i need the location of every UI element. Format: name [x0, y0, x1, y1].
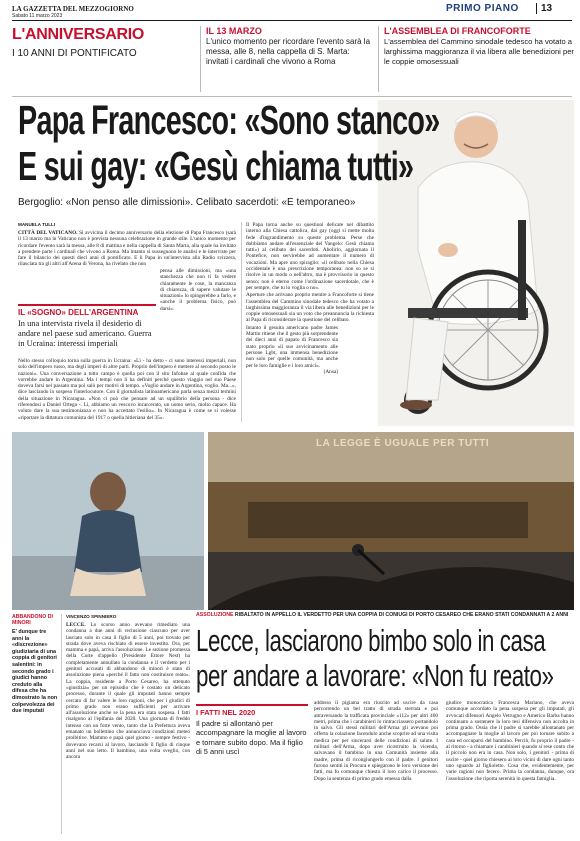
main-col-1 — [18, 230, 236, 268]
second-col-3-text: addosso il pigiama era riuscito ad uscire da casa percorrendo un bel tratto di strada sterrata e poi attraversando la trafficata provinciale «112» per altri 400 metri, prima che i carabinieri lo rintracciassero portandolo in salvo. Gli stessi militari dell'Arma gli avevano poi offerto la colazione facendolo anche scoprire ad una visita medica per per sincerarsi delle condizioni di salute. I militari dell'Arma, dopo aver ricostruito la vicenda, salvavano il bambino in una Comunità insieme alla madre, prima di ricongiungerlo con il padre. I genitori furono sentiti in Procura e spiegarono le loro versione dei fatti, ma fu comunque chiesto il loro carico il processo. Dopo la sentenza di primo grado emessa dalla — [314, 700, 438, 782]
kicker-13-marzo-title: IL 13 MARZO — [206, 26, 262, 36]
main-headline-2 — [18, 144, 580, 188]
argentina-box — [18, 304, 156, 349]
main-byline: MANUELA TULLI — [18, 222, 56, 227]
argentina-box-bar — [18, 304, 156, 306]
second-col-1-text: Lo scorso anno avevano rimediato una condanna a due anni di reclusione ciascuno per aver lasciato solo in casa il figlio di 5 anni, poi trovato per strada dove aveva rischiato di essere investito. Ora, per mamma e papà, arriva l'assoluzione. Le sezione promessa della Corte d'appello (Presidente Ettore Nest) ha completamente annullato la condanna e il verdetto per i genitori accusati di abbandono di minori è stato di assoluzione piena «perché il fatto non costituisce reato». La coppia, residente a Porto Cesareo, ha ottenuto «giustizia» per un episodio che è costato un delicato processo, durante il quale gli imputati hanno sempre cercato di far valere le loro ragioni, che per i giudici di primo grado non erano sufficienti per arrivare all'assoluzione anche se la pena era stata sospesa. I fatti risalgono al l'epifania del 2020. Una giornata di freddo intenso con un forte vento, tanto che la Prefettura aveva emanato un bollettino che annunciava condizioni meteo proibitive. Mammo e papà quel giorno - sempre festivo - dovevano recarsi al lavoro, lasciando il figlio di cinque anni nel suo letto. Il bambino, una volta sveglio, con ancora — [66, 622, 190, 761]
main-headline-1-text: Papa Francesco: «Sono stanco» — [18, 97, 440, 143]
header-rule — [12, 20, 572, 21]
fatti-box-text: Il padre si allontanò per accompagnare la moglie al lavoro e tornare subito dopo. Ma il figlio di 5 anni uscì — [196, 719, 307, 757]
kicker-anniversario — [12, 26, 192, 59]
main-col-2-text: Il Papa torna anche su questioni delicate nel dibattito interno alla Chiesa cattolica, dai gay (oggi si mette molta fede d'ingrandimento su queste problema. Perse che dobbiamo andare all'essenziale del Vangelo: Gesù chiama tutti») al celibato dei sacerdoti. Abolirlo, aggiornata il Pontefice, non servirebbe ad aumentare il numero di vocazioni. Ma apre uno spiraglio: «il celibato nella Chiesa occidentale è una prescrizione temporanea: non so se si risolve in un modo o nell'altro, ma è provvisorio in questo senso; non è eterno come l'ordinazione sacerdotale, che è per sempre, che tu lo voglia o no». — [246, 222, 374, 291]
main-col-2-end: Intanto il gesuita americano padre James Martin ritiene che il gesto più sorprendente dei dieci anni di papato di Francesco sia stato proprio «il suo avvicinamento alle persone Lgbt, una immensa benedizione non solo per quelle comunità, ma anche per le loro famiglie e i loro amici». — [246, 324, 338, 369]
main-dateline: CITTÀ DEL VATICANO. — [18, 230, 78, 236]
main-col-1-side-text: pensa alle dimissioni, ma «una stanchezza che non ti fa vedere chiaramente le cose, la mancanza di chiarezza, di sapere valutare le situazioni» lo spingerebbe a farlo, e «anche il problema fisico, può darsi». — [160, 268, 236, 312]
kicker-anniversario-subtitle: I 10 ANNI DI PONTIFICATO — [12, 48, 137, 59]
main-col-divider — [241, 222, 242, 422]
side-kicker-title: ABBANDONO DI MINORI — [12, 614, 53, 626]
second-headline-1-text: Lecce, lasciarono bimbo solo in casa — [196, 623, 546, 658]
child-photo — [12, 432, 204, 610]
kicker-francoforte-title: L'ASSEMBLEA DI FRANCOFORTE — [384, 26, 531, 36]
main-col-2-more: Aperture che arrivano proprio mentre a Francoforte si tiene l'assemblea del Cammino sinodale tedesco che ha votato a larghissima maggioranza il via libera alle benedizioni per le coppie omosessuali sia un voto che preannuncia la richiesta al Papa di riconsiderare la questione del celibato. — [246, 292, 374, 324]
main-col-1-side — [160, 268, 236, 312]
kicker-13-marzo-text: L'unico momento per ricordare l'evento sarà la messa, alle 8, nella cappella di S. Marta: invitati i cardinali che vivono a Roma — [206, 37, 371, 66]
fatti-box — [196, 704, 308, 757]
second-kicker-label: ASSOLUZIONE — [196, 612, 234, 618]
courtroom-banner-text: LA LEGGE È UGUALE PER TUTTI — [316, 438, 490, 449]
child-photo-illustration — [12, 432, 204, 610]
section-label: PRIMO PIANO — [446, 3, 519, 14]
second-headline-2 — [196, 659, 580, 692]
second-dateline: LECCE. — [66, 622, 86, 628]
second-kicker-text: RIBALTATO IN APPELLO IL VERDETTO PER UNA COPPIA DI CONIUGI DI PORTO CESAREO CHE ERANO STATI CONDANNATI A 2 ANNI — [234, 612, 569, 618]
courtroom-photo — [208, 432, 574, 610]
issue-date: Sabato 11 marzo 2023 — [12, 13, 63, 19]
second-headline-1 — [196, 624, 580, 657]
main-col-1-text: Si avvicina il decimo anniversario della elezione di Papa Francesco (sarà il 13 marzo ma in Vaticano non è prevista nessuna celebrazione in grande stile. L'unico momento per ricordare l'evento sarà la messa, alle 8 di mattina e nella cappella di Santa Marta, alla quale ha invitato a prendere parte i cardinali che vivono a Roma. Ma intanto si susseguono le analisi e le interviste per fare il bilancio dei questi dieci anni di pontificato. E il Papa in un'intervista alla Radio svizzera, rilasciata tra gli altri all'Arena di Verona, ha rivelato che non — [18, 230, 236, 268]
main-col-1-more-text: Nello stesso colloquio torna sulla guerra in Ucraina: «Lì - ha detto - ci sono interessi imperiali, non solo dell'impero russo, ma degli imperi di altre parti. Proprio dell'impero è mettere al secondo posto le nazioni». Una conversazione a tutto campo è quella poi con il sito Infobae al quale confida che vorrebbe andare in Argentina. Ma i tempi non li ha definiti perché questo viaggio nel suo Paese doveva farsi nel passato ma poi salò per motivi di tempo. «Voglio andare in Argentina, voglio. Ma...», dice lasciando in sospeso l'interlocutore. Con il giornalista latinoamericano parla senza mezzi termini della situazione in Nicaragua. «Non ci può che pensare ad un squilibrio della persona - dice riferendosi a Daniel Ortega -. Lì, abbiamo un vescovo incarcerato, un uomo serio, molto capace. Ha voluto dare la sua testimonianza e non ha accettato l'esilio». In Nicaragua è come se si volesse «riportare la dittatura comunista del 1917 o quella hitleriana del 35». — [18, 358, 236, 421]
main-headline-2-text: E sui gay: «Gesù chiama tutti» — [18, 143, 414, 189]
main-col-1-more — [18, 358, 236, 421]
kicker-divider-2 — [378, 26, 379, 92]
fatti-box-title: I FATTI NEL 2020 — [196, 708, 256, 717]
main-col-2 — [246, 222, 374, 375]
second-byline: VINCENZO SPINNIERO — [66, 614, 117, 619]
argentina-box-text: In una intervista rivela il desiderio di andare nel paese sud americano. Guerra in Ucraina: interessi imperiali — [18, 319, 152, 348]
side-kicker — [12, 614, 58, 715]
masthead: LA GAZZETTA DEL MEZZOGIORNO — [12, 5, 134, 13]
kicker-divider-1 — [200, 26, 201, 92]
side-divider — [61, 614, 62, 834]
second-col-4 — [446, 700, 574, 782]
kicker-francoforte — [384, 26, 574, 67]
courtroom-photo-illustration — [208, 432, 574, 610]
kicker-13-marzo — [206, 26, 374, 67]
main-headline-1 — [18, 98, 580, 142]
main-subheadline: Bergoglio: «Non penso alle dimissioni». Celibato sacerdoti: «È temporaneo» — [18, 197, 356, 208]
second-col-4-text: giudice monocratica Francesca Mariano, che aveva comunque accordato la pena sospesa per gli imputati, gli avvocati difensori Angelo Vetrugno e Americo Barba hanno continuato a sostenere la loro tesi difensiva non accolta in prima grado. Ossia che il padre si sarebbe allontanato per accompagnare la moglie al lavoro per poi tornare subito a casa ed occuparsi del bambino. Perciò, fu proprio il padre - al ritorno - a chiamare i carabinieri quando si rese conto che il piccolo non era in casa. Non solo, i genitori - prima di uscire - quel giorno chiesero ai loro vicini di dare ogni tanto uno sguardo al figlioletto. Cosa che, evidentemente, per varie ragioni non fecero. Prima la condanna, dunque, ora l'assoluzione che riporta serenità in questa famiglia. — [446, 700, 574, 782]
second-headline-2-text: per andare a lavorare: «Non fu reato» — [196, 658, 554, 693]
fatti-box-bar — [196, 704, 308, 706]
side-kicker-text: E' dunque tre anni la «discrezione» giudiziaria di una coppia di genitori salentini: in secondo grado i giudici hanno creduto alla difesa che ha dimostrato la non colpevolezza dei due imputati — [12, 629, 58, 715]
page-number: 13 — [536, 3, 552, 14]
second-col-3 — [314, 700, 438, 782]
main-source: (Ansa) — [323, 368, 338, 375]
kicker-francoforte-text: L'assemblea del Cammino sinodale tedesco ha votato a larghissima maggioranza il via libera alle benedizioni per le coppie omosessuali — [384, 37, 574, 66]
second-col-1 — [66, 622, 190, 761]
second-kicker — [196, 612, 568, 618]
argentina-box-title: IL «SOGNO» DELL'ARGENTINA — [18, 308, 139, 317]
kicker-anniversario-title: L'ANNIVERSARIO — [12, 26, 145, 43]
